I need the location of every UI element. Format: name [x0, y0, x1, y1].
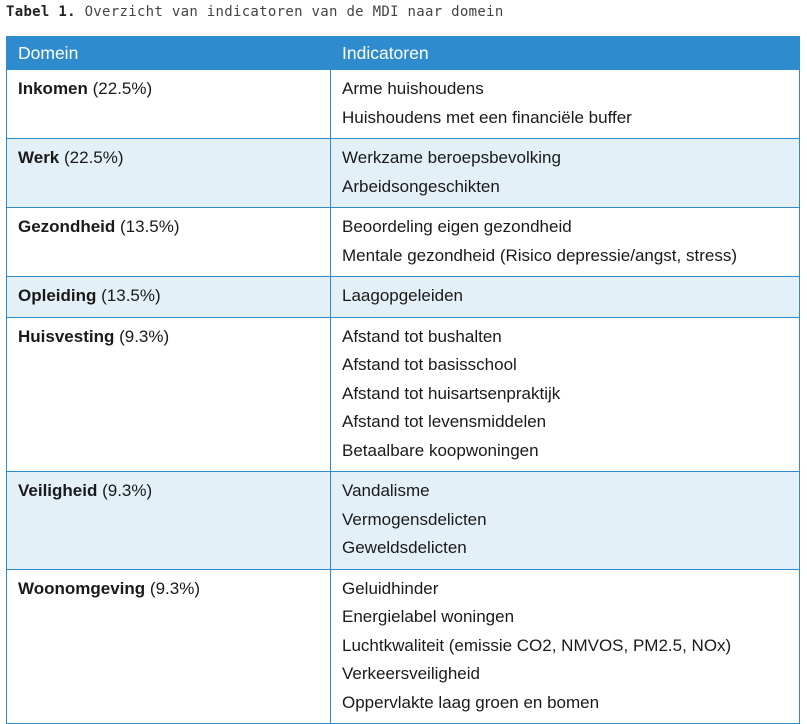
- indicators-cell: [331, 472, 800, 570]
- domain-name: Gezondheid: [18, 217, 116, 236]
- indicators-cell: [331, 139, 800, 208]
- indicators-cell: [331, 208, 800, 277]
- table-row: [7, 569, 800, 724]
- table-header-row: [7, 37, 800, 70]
- table-row: [7, 317, 800, 472]
- domain-cell: [7, 569, 331, 724]
- domain-cell: [7, 70, 331, 139]
- domain-cell: [7, 472, 331, 570]
- indicator-item: Vandalisme: [342, 481, 430, 500]
- domain-cell: [7, 317, 331, 472]
- table-row: [7, 472, 800, 570]
- indicator-item: Laagopgeleiden: [342, 286, 464, 305]
- indicator-item: Luchtkwaliteit (emissie CO2, NMVOS, PM2.5, NOx): [342, 635, 732, 655]
- table-row: [7, 277, 800, 318]
- table-row: [7, 139, 800, 208]
- domain-name: Veiligheid: [18, 481, 98, 500]
- indicator-item: Betaalbare koopwoningen: [342, 440, 539, 460]
- indicator-item: Werkzame beroepsbevolking: [342, 148, 561, 167]
- domain-weight: (9.3%): [102, 481, 153, 500]
- indicator-item: Vermogensdelicten: [342, 509, 487, 529]
- domain-name: Woonomgeving: [18, 578, 146, 598]
- table-body: [7, 70, 800, 724]
- header-indicatoren: Indicatoren: [331, 37, 800, 70]
- table-caption: [6, 4, 504, 20]
- indicator-item: Afstand tot huisartsenpraktijk: [342, 383, 561, 403]
- indicators-cell: [331, 277, 800, 318]
- indicator-item: Huishoudens met een financiële buffer: [342, 107, 632, 127]
- caption-label: Tabel 1.: [6, 4, 76, 20]
- indicator-item: Energielabel woningen: [342, 607, 515, 626]
- domain-weight: (13.5%): [120, 217, 180, 236]
- indicator-item: Geweldsdelicten: [342, 538, 467, 557]
- indicator-item: Arbeidsongeschikten: [342, 176, 500, 196]
- indicator-item: Arme huishoudens: [342, 79, 484, 98]
- indicator-item: Oppervlakte laag groen en bomen: [342, 692, 600, 712]
- table-row: [7, 70, 800, 139]
- header-domein: Domein: [7, 37, 331, 70]
- domain-weight: (13.5%): [101, 286, 161, 305]
- table-row: [7, 208, 800, 277]
- domain-name: Huisvesting: [18, 326, 115, 346]
- domain-weight: (9.3%): [149, 578, 200, 598]
- indicator-table: [6, 36, 800, 724]
- indicator-item: Verkeersveiligheid: [342, 664, 480, 683]
- domain-cell: [7, 208, 331, 277]
- indicator-item: Mentale gezondheid (Risico depressie/angst, stress): [342, 245, 737, 265]
- domain-weight: (22.5%): [64, 148, 124, 167]
- domain-name: Inkomen: [18, 79, 88, 98]
- indicator-item: Afstand tot basisschool: [342, 355, 517, 374]
- domain-weight: (22.5%): [92, 79, 153, 98]
- caption-text: Overzicht van indicatoren van de MDI naar domein: [84, 4, 504, 20]
- indicators-cell: [331, 70, 800, 139]
- domain-cell: [7, 277, 331, 318]
- domain-weight: (9.3%): [119, 326, 170, 346]
- domain-name: Werk: [18, 148, 60, 167]
- indicators-cell: [331, 569, 800, 724]
- indicator-item: Beoordeling eigen gezondheid: [342, 217, 572, 236]
- domain-cell: [7, 139, 331, 208]
- indicators-cell: [331, 317, 800, 472]
- domain-name: Opleiding: [18, 286, 97, 305]
- indicator-item: Geluidhinder: [342, 578, 439, 598]
- indicator-item: Afstand tot bushalten: [342, 326, 502, 346]
- indicator-item: Afstand tot levensmiddelen: [342, 412, 547, 431]
